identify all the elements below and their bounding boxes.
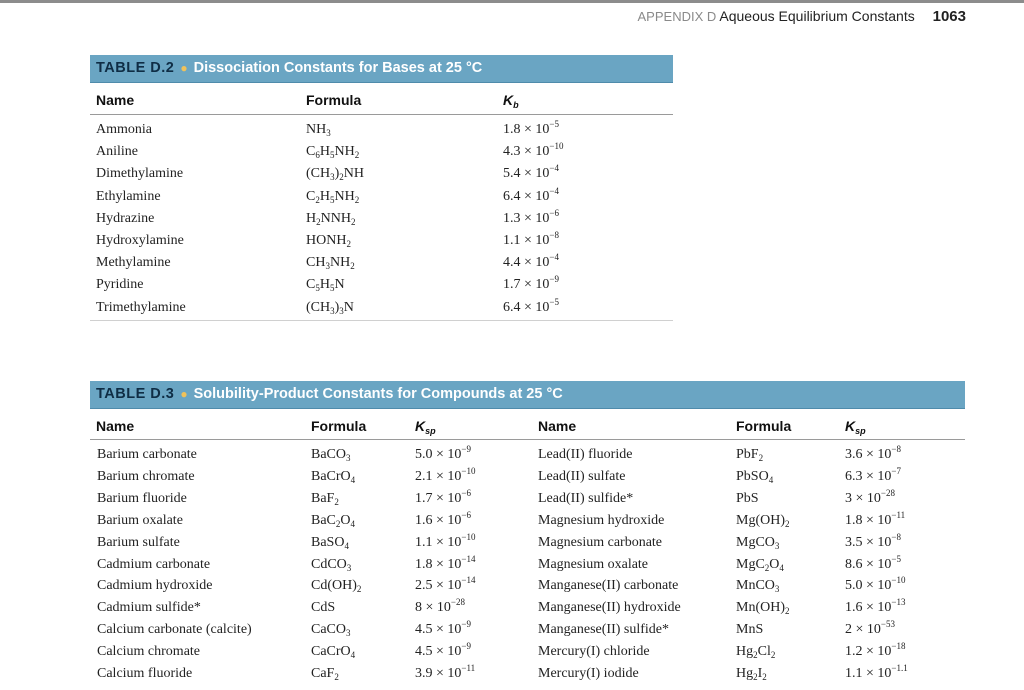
bullet-icon: ●: [180, 61, 188, 75]
d3-right-name-cell: Lead(II) sulfate: [538, 468, 626, 484]
table-d2-header-name: Name: [96, 92, 135, 108]
d3-right-name-cell: Mercury(I) iodide: [538, 666, 639, 681]
k-symbol: K: [415, 418, 426, 434]
d3-right-name-cell: Lead(II) sulfide*: [538, 490, 634, 506]
d2-formula-cell: $(CH_3)_3N$: [306, 299, 354, 316]
k-subscript: sp: [425, 426, 436, 436]
d3-right-name-cell: Lead(II) fluoride: [538, 447, 633, 462]
d3-left-value-cell: $3.9 \times 10^{-11}$: [415, 663, 476, 681]
d3-right-value-cell: $6.3 \times 10^{-7}$: [845, 465, 901, 484]
d3-right-formula-cell: $MgC_2O_4$: [736, 556, 784, 573]
d3-right-value-cell: $3.6 \times 10^{-8}$: [845, 444, 901, 462]
d3-right-name-cell: Magnesium oxalate: [538, 556, 649, 572]
d2-formula-cell: $NH_3$: [306, 122, 331, 138]
d3-right-formula-cell: $Hg_2I_2$: [736, 666, 767, 682]
table-d3-header-formula: Formula: [311, 418, 367, 434]
d2-name-cell: Ethylamine: [96, 188, 161, 204]
d3-right-value-cell: $5.0 \times 10^{-10}$: [845, 575, 906, 594]
bullet-icon: ●: [180, 387, 188, 401]
d2-name-cell: Ammonia: [96, 122, 152, 137]
k-subscript: b: [513, 100, 519, 110]
d3-left-formula-cell: BaSO$_4$: [311, 534, 349, 551]
d2-formula-cell: $HONH_2$: [306, 233, 351, 249]
d2-name-cell: Hydrazine: [96, 210, 155, 226]
d3-right-formula-cell: PbS: [736, 490, 759, 506]
d3-right-value-cell: $2 \times 10^{-53}$: [845, 619, 895, 638]
d3-left-formula-cell: CdS: [311, 600, 336, 616]
d2-formula-cell: $C_6H_5NH_2$: [306, 144, 360, 161]
d3-left-name-cell: Calcium carbonate (calcite): [97, 622, 252, 638]
d3-right-value-cell: $1.8 \times 10^{-11}$: [845, 509, 906, 528]
d2-formula-cell: $H_2NNH_2$: [306, 210, 356, 227]
d3-right-value-cell: $1.1 \times 10^{-1.1}$: [845, 663, 908, 681]
table-d3-header-k-2: [845, 418, 866, 434]
d2-value-cell: $4.4 \times 10^{-4}$: [503, 252, 559, 271]
d2-formula-cell: $C_5H_5N$: [306, 277, 345, 294]
appendix-label: APPENDIX D: [637, 9, 717, 24]
d2-name-cell: Dimethylamine: [96, 166, 184, 182]
table-d2-bottom-rule: [90, 320, 673, 321]
d3-right-name-cell: Manganese(II) sulfide*: [538, 622, 670, 638]
top-rule: [0, 0, 1024, 3]
d3-left-value-cell: $1.6 \times 10^{-6}$: [415, 509, 471, 528]
table-d2-title: Dissociation Constants for Bases at 25 °C: [193, 60, 483, 76]
table-d3-header-name-2: Name: [538, 418, 577, 434]
d2-value-cell: $1.1 \times 10^{-8}$: [503, 230, 559, 248]
d2-value-cell: $4.3 \times 10^{-10}$: [503, 141, 564, 160]
d3-left-name-cell: Barium carbonate: [97, 447, 197, 462]
d3-left-value-cell: $2.5 \times 10^{-14}$: [415, 575, 476, 594]
d3-right-name-cell: Magnesium carbonate: [538, 534, 663, 550]
d3-right-value-cell: $3 \times 10^{-28}$: [845, 487, 895, 506]
d3-left-name-cell: Cadmium carbonate: [97, 556, 211, 572]
appendix-title: Aqueous Equilibrium Constants: [719, 8, 915, 24]
table-d2-titlebar: [90, 55, 673, 83]
d2-formula-cell: $(CH_3)_2NH$: [306, 166, 365, 183]
d3-right-value-cell: $8.6 \times 10^{-5}$: [845, 553, 901, 572]
d2-name-cell: Hydroxylamine: [96, 233, 184, 248]
d3-left-value-cell: $5.0 \times 10^{-9}$: [415, 444, 471, 462]
d3-left-name-cell: Cadmium hydroxide: [97, 578, 213, 594]
d3-left-name-cell: Cadmium sulfide*: [97, 600, 201, 616]
table-d3-header-formula-2: Formula: [736, 418, 792, 434]
d3-right-formula-cell: PbF$_2$: [736, 447, 764, 463]
d3-right-formula-cell: MnS: [736, 622, 764, 638]
d3-right-name-cell: Manganese(II) hydroxide: [538, 600, 681, 616]
d3-left-formula-cell: CaCrO$_4$: [311, 644, 356, 661]
d3-left-formula-cell: BaCrO$_4$: [311, 468, 356, 485]
table-d2-header-formula: Formula: [306, 92, 362, 108]
table-d3-label: TABLE D.3: [96, 386, 175, 402]
d3-left-value-cell: $1.7 \times 10^{-6}$: [415, 487, 471, 506]
table-d3-header-name: Name: [96, 418, 135, 434]
table-d2-header-rule: [90, 114, 673, 115]
d3-left-name-cell: Barium oxalate: [97, 512, 183, 528]
d3-left-value-cell: $8 \times 10^{-28}$: [415, 597, 465, 616]
table-d3-titlebar: [90, 381, 965, 409]
d3-left-value-cell: $4.5 \times 10^{-9}$: [415, 619, 471, 638]
d3-left-formula-cell: CdCO$_3$: [311, 556, 352, 573]
d2-name-cell: Trimethylamine: [96, 299, 186, 315]
d3-right-formula-cell: MnCO$_3$: [736, 578, 780, 595]
d3-left-formula-cell: CaF$_2$: [311, 666, 339, 682]
d3-left-value-cell: $4.5 \times 10^{-9}$: [415, 641, 471, 660]
table-d2-header-k: [503, 92, 519, 108]
table-d3-header-rule: [90, 439, 965, 440]
d3-right-value-cell: $3.5 \times 10^{-8}$: [845, 531, 901, 550]
d2-value-cell: $6.4 \times 10^{-5}$: [503, 296, 559, 315]
d2-name-cell: Pyridine: [96, 277, 144, 293]
d3-right-value-cell: $1.2 \times 10^{-18}$: [845, 641, 906, 660]
d3-left-value-cell: $2.1 \times 10^{-10}$: [415, 465, 476, 484]
d2-name-cell: Aniline: [96, 144, 138, 160]
d3-left-formula-cell: CaCO$_3$: [311, 622, 351, 639]
d3-left-name-cell: Calcium chromate: [97, 644, 201, 660]
d2-formula-cell: $C_2H_5NH_2$: [306, 188, 360, 205]
k-symbol: K: [503, 92, 514, 108]
d2-value-cell: $1.8 \times 10^{-5}$: [503, 119, 559, 137]
table-d3-header-k: [415, 418, 436, 434]
table-d3-title: Solubility-Product Constants for Compounds at 25 °C: [193, 386, 563, 402]
d2-formula-cell: $CH_3NH_2$: [306, 255, 355, 272]
d3-right-formula-cell: MgCO$_3$: [736, 534, 780, 551]
d2-value-cell: $6.4 \times 10^{-4}$: [503, 185, 559, 204]
d3-right-name-cell: Mercury(I) chloride: [538, 644, 650, 660]
page-header: [638, 8, 966, 25]
d3-left-name-cell: Calcium fluoride: [97, 666, 193, 681]
d3-left-formula-cell: BaCO$_3$: [311, 447, 351, 463]
d2-name-cell: Methylamine: [96, 255, 171, 271]
d3-left-name-cell: Barium chromate: [97, 468, 195, 484]
d2-value-cell: $5.4 \times 10^{-4}$: [503, 163, 559, 182]
d2-value-cell: $1.3 \times 10^{-6}$: [503, 207, 559, 226]
d3-right-formula-cell: $Hg_2Cl_2$: [736, 644, 776, 661]
d3-left-name-cell: Barium fluoride: [97, 490, 187, 506]
k-symbol: K: [845, 418, 856, 434]
d2-value-cell: $1.7 \times 10^{-9}$: [503, 274, 559, 293]
page-number: 1063: [932, 8, 966, 25]
d3-left-formula-cell: $Cd(OH)_2$: [311, 578, 362, 595]
d3-left-formula-cell: BaF$_2$: [311, 490, 339, 507]
d3-left-value-cell: $1.8 \times 10^{-14}$: [415, 553, 476, 572]
d3-right-formula-cell: PbSO$_4$: [736, 468, 774, 485]
d3-right-name-cell: Manganese(II) carbonate: [538, 578, 679, 594]
d3-left-name-cell: Barium sulfate: [97, 534, 180, 550]
d3-right-formula-cell: $Mg(OH)_2$: [736, 512, 790, 529]
d3-right-value-cell: $1.6 \times 10^{-13}$: [845, 597, 906, 616]
d3-right-name-cell: Magnesium hydroxide: [538, 512, 665, 528]
table-d2-label: TABLE D.2: [96, 60, 175, 76]
k-subscript: sp: [855, 426, 866, 436]
d3-left-value-cell: $1.1 \times 10^{-10}$: [415, 531, 476, 550]
d3-right-formula-cell: $Mn(OH)_2$: [736, 600, 790, 617]
d3-left-formula-cell: $BaC_2O_4$: [311, 512, 356, 529]
